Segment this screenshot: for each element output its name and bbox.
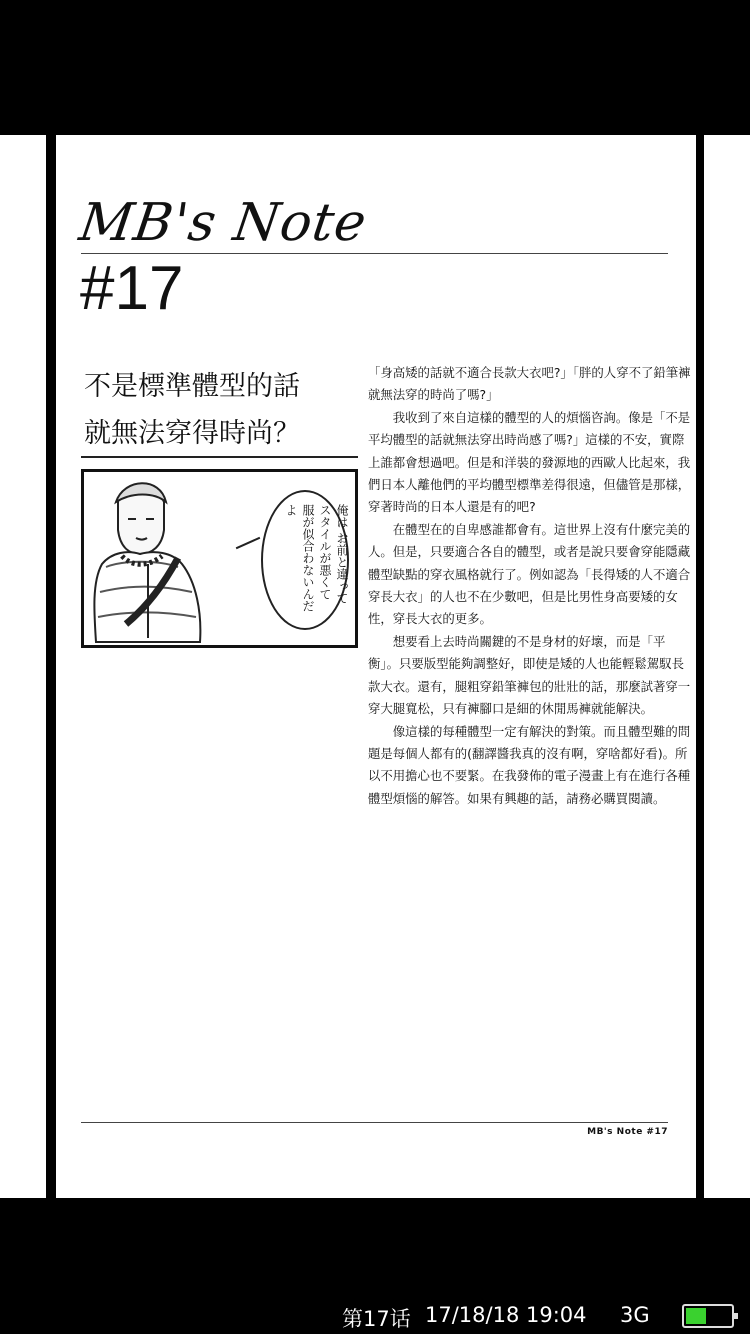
datetime-indicator: 17/18/18 19:04 xyxy=(425,1303,587,1327)
manga-panel xyxy=(81,469,358,648)
body-paragraph-2: 我收到了來自這樣的體型的人的煩惱咨詢。像是「不是平均體型的話就無法穿出時尚感了嗎?」這樣的不安，實際上誰都會想過吧。但是和洋裝的發源地的西歐人比起來，我們日本人離他們的平均體型標準差得很遠，但儘管是那樣，穿著時尚的日本人還是有的吧? xyxy=(368,409,691,515)
headline-line-2: 就無法穿得時尚？ xyxy=(84,418,300,449)
brand-title: MB's Note xyxy=(75,193,371,253)
battery-cap xyxy=(734,1313,738,1319)
speech-bubble-text: 俺は お前と違って スタイルが悪くて 服が似合わないんだよ xyxy=(284,504,349,612)
body-paragraph-4: 想要看上去時尚關鍵的不是身材的好壞，而是「平衡」。只要版型能夠調整好，即使是矮的人也能輕鬆駕馭長款大衣。還有，腿粗穿鉛筆褲包的壯壯的話，那麼試著穿一穿大腿寬松，只有褲腳口是細的休閒馬褲就能解決。 xyxy=(368,633,691,717)
headline-line-1: 不是標準體型的話 xyxy=(84,371,300,402)
page-frame xyxy=(46,135,704,1198)
issue-number: #17 xyxy=(80,254,184,323)
footer-divider xyxy=(81,1122,668,1123)
body-paragraph-3: 在體型在的自卑感誰都會有。這世界上沒有什麼完美的人。但是，只要適合各自的體型，或者是說只要會穿能隱藏體型缺點的穿衣風格就行了。例如認為「長得矮的人不適合穿長大衣」的人也不在少數吧，但是比男性身高要矮的女性，穿長大衣的更多。 xyxy=(368,521,691,627)
article-headline xyxy=(84,363,364,457)
page-content xyxy=(56,135,696,1198)
body-paragraph-5: 像這樣的每種體型一定有解決的對策。而且體型難的問題是每個人都有的(翻譯醬我真的沒有啊，穿啥都好看)。所以不用擔心也不要緊。在我發佈的電子漫畫上有在進行各種體型煩惱的解答。如果有興趣的話，請務必購買閱讀。 xyxy=(368,723,691,806)
man-in-coat-illustration xyxy=(84,472,234,645)
network-indicator: 3G xyxy=(620,1303,650,1327)
reader-status-bar xyxy=(0,1198,750,1334)
battery-level-fill xyxy=(686,1308,706,1324)
reader-viewer[interactable] xyxy=(0,135,750,1198)
headline-divider xyxy=(81,456,358,458)
battery-icon xyxy=(682,1304,734,1328)
reader-top-bar xyxy=(0,0,750,135)
page-footer-label: MB's Note #17 xyxy=(587,1127,668,1137)
article-body xyxy=(368,362,692,810)
body-paragraph-1: 「身高矮的話就不適合長款大衣吧?」「胖的人穿不了鉛筆褲就無法穿的時尚了嗎?」 xyxy=(368,365,691,403)
chapter-indicator: 第17话 xyxy=(342,1307,411,1331)
speech-bubble-tail xyxy=(236,537,261,549)
